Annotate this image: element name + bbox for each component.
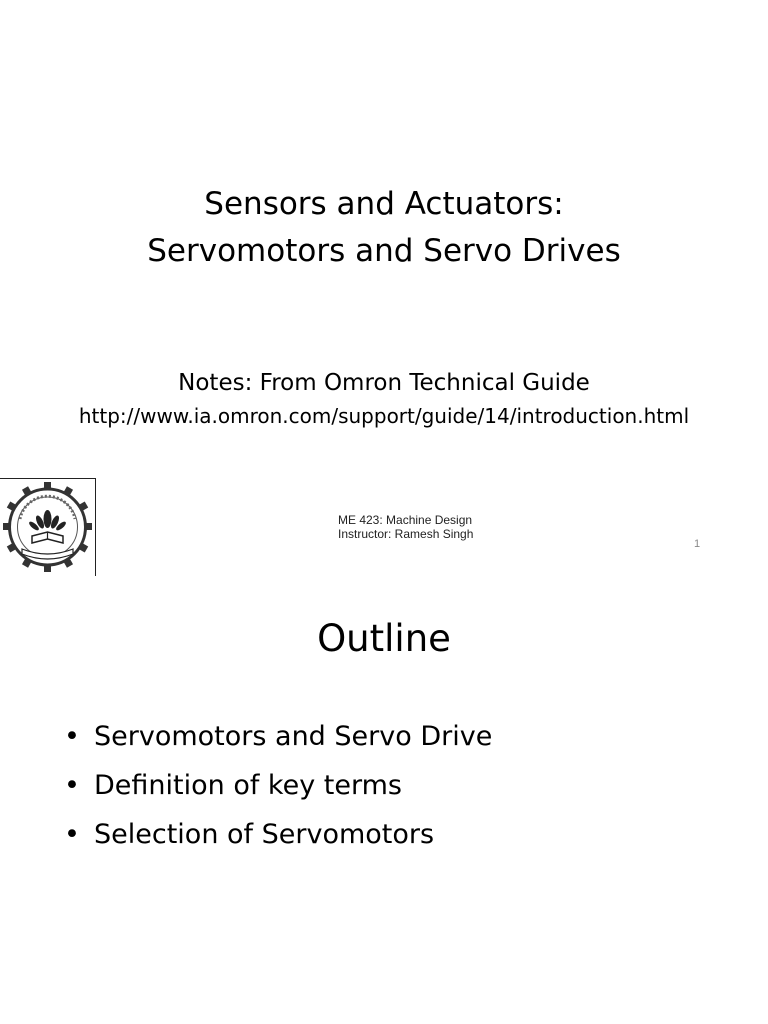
list-item: [64, 716, 492, 765]
list-item: [64, 765, 492, 814]
reference-url: http://www.ia.omron.com/support/guide/14/introduction.html: [78, 404, 690, 428]
emblem-graphic: [0, 479, 94, 575]
slide-title-line-2: Servomotors and Servo Drives: [147, 233, 621, 269]
bullet-icon: •: [64, 819, 80, 850]
bullet-icon: •: [64, 770, 80, 801]
slide-number: 1: [694, 538, 701, 550]
course-footer: [338, 513, 473, 541]
bullet-text: Definition of key terms: [94, 770, 402, 801]
bullet-icon: •: [64, 721, 80, 752]
bullet-text: Selection of Servomotors: [94, 819, 435, 850]
slide-title-line-1: Sensors and Actuators:: [204, 186, 564, 222]
outline-bullet-list: [64, 716, 492, 863]
outline-slide: [0, 576, 768, 1024]
institute-emblem-icon: [0, 478, 96, 576]
instructor-name: Instructor: Ramesh Singh: [338, 527, 474, 541]
outline-title: Outline: [317, 617, 451, 660]
list-item: [64, 814, 492, 863]
notes-text: Notes: From Omron Technical Guide: [178, 370, 590, 396]
course-name: ME 423: Machine Design: [338, 513, 473, 527]
bullet-text: Servomotors and Servo Drive: [94, 721, 493, 752]
